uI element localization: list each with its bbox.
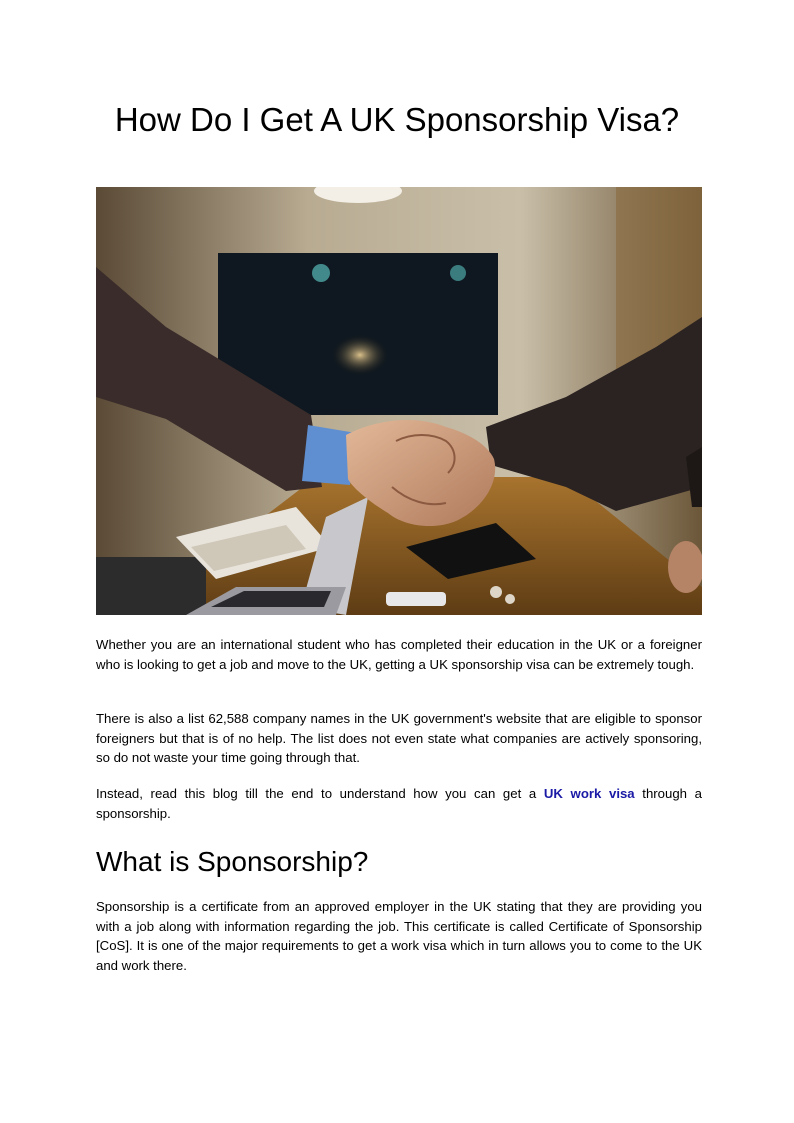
blog-paragraph xyxy=(96,784,702,823)
uk-work-visa-link[interactable]: UK work visa xyxy=(543,786,635,801)
handshake-photo xyxy=(96,187,702,615)
blog-paragraph-start: Instead, read this blog till the end to understand how you can get a xyxy=(96,786,544,801)
section-heading: What is Sponsorship? xyxy=(96,846,369,877)
intro-paragraph: Whether you are an international student who has completed their education in the UK or a foreigner who is looking to get a job and move to the UK, getting a UK sponsorship visa can be extremely tough. xyxy=(96,637,702,672)
company-list-paragraph: There is also a list 62,588 company names in the UK government's website that are eligible to sponsor foreigners but that is of no help. The list does not even state what companies are actively sponsoring, so do not waste your time going through that. xyxy=(96,711,702,766)
blog-paragraph-end: through a sponsorship. xyxy=(96,786,702,821)
page-title: How Do I Get A UK Sponsorship Visa? xyxy=(114,101,680,138)
sponsorship-paragraph: Sponsorship is a certificate from an approved employer in the UK stating that they are providing you with a job along with information regarding the job. This certificate is called Certificate of Sponsorship [CoS]. It is one of the major requirements to get a work visa which in turn allows you to come to the UK and work there. xyxy=(96,899,702,973)
